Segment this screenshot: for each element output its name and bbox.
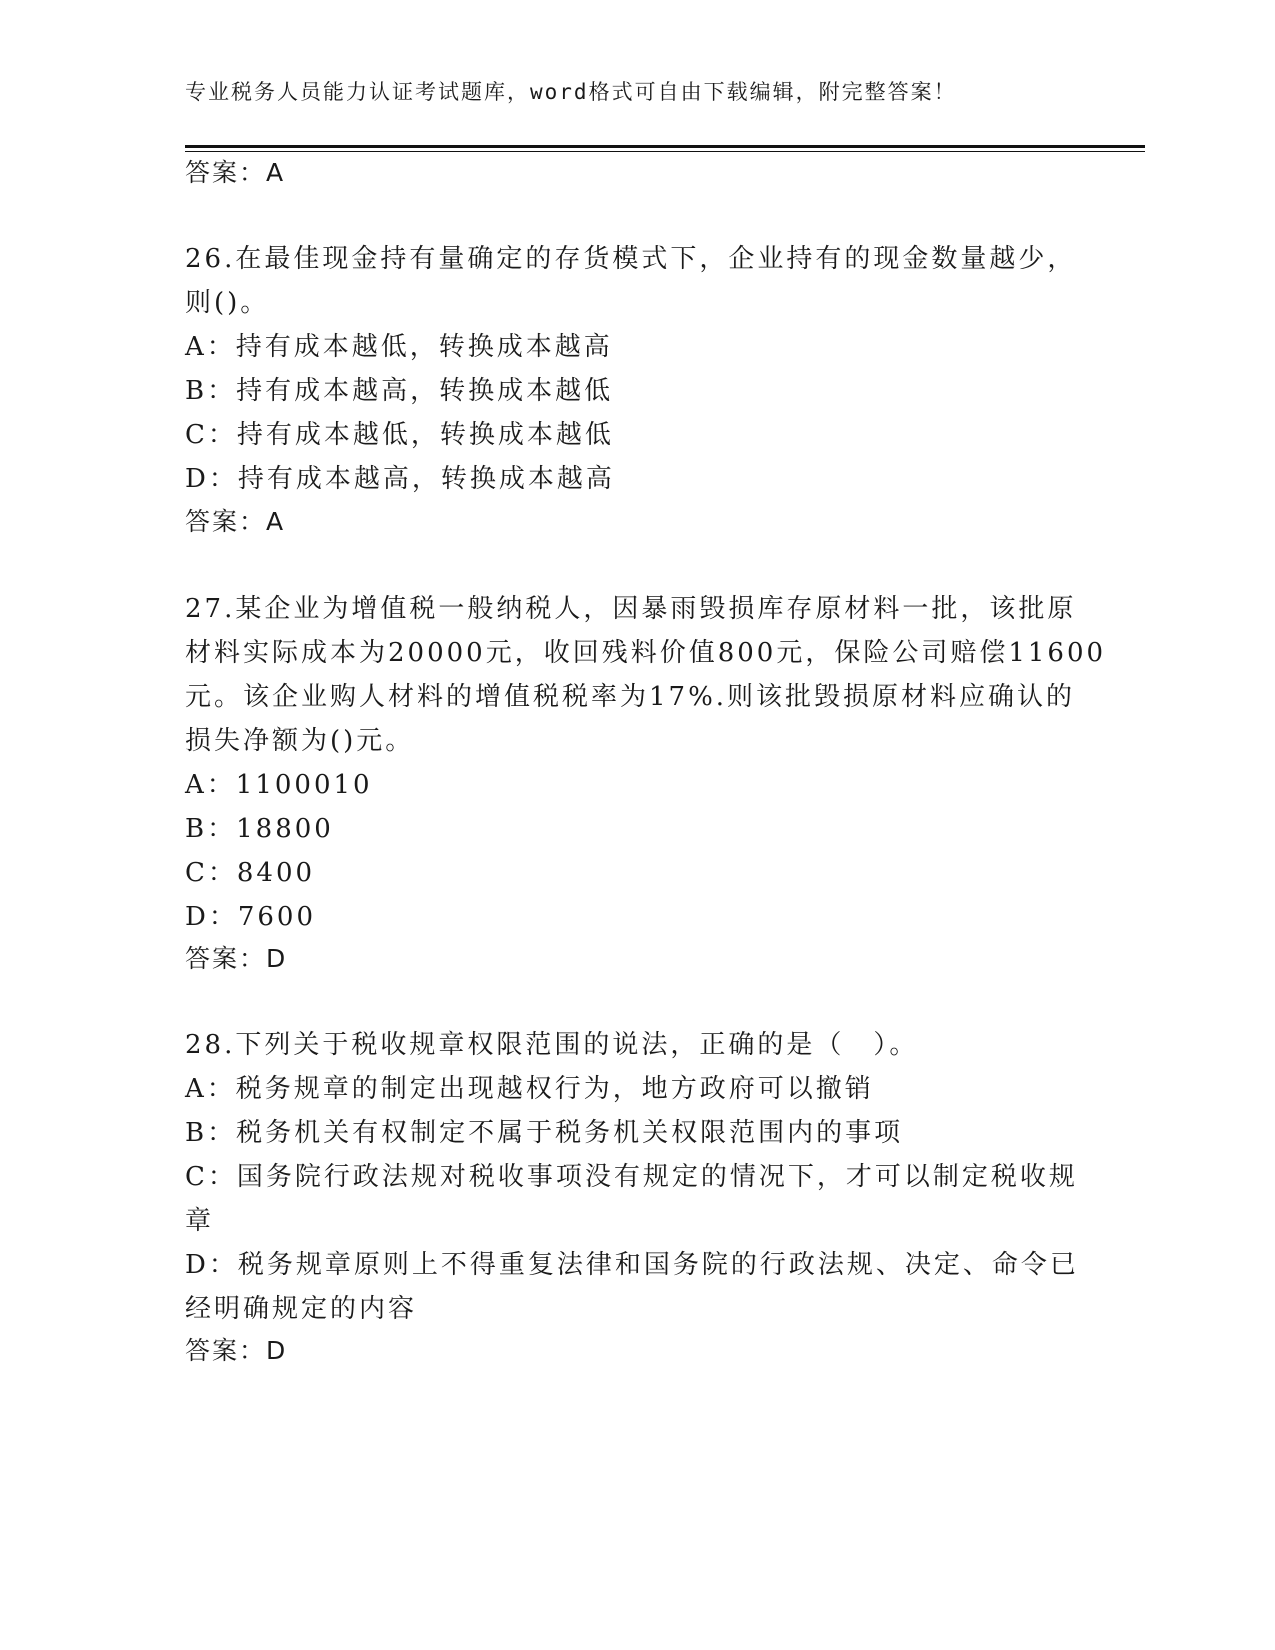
header-divider-thin [185, 151, 1145, 152]
option-a: A：税务规章的制定出现越权行为，地方政府可以撤销 [185, 1074, 874, 1104]
option-c: C：国务院行政法规对税收事项没有规定的情况下，才可以制定税收规 [185, 1162, 1078, 1192]
question-stem: 28.下列关于税收规章权限范围的说法，正确的是（ ）。 [185, 1030, 919, 1060]
option-d-continued: 经明确规定的内容 [185, 1294, 418, 1324]
option-c-continued: 章 [185, 1206, 215, 1236]
question-stem: 损失净额为()元。 [185, 726, 415, 756]
option-d: D：税务规章原则上不得重复法律和国务院的行政法规、决定、命令已 [185, 1250, 1079, 1280]
option-c: C：持有成本越低，转换成本越低 [185, 420, 614, 450]
option-c: C：8400 [185, 858, 316, 888]
option-a: A：持有成本越低，转换成本越高 [185, 332, 613, 362]
answer-line: 答案：A [185, 507, 286, 536]
option-d: D：7600 [185, 902, 317, 932]
option-d: D：持有成本越高，转换成本越高 [185, 464, 615, 494]
question-stem: 27.某企业为增值税一般纳税人，因暴雨毁损库存原材料一批，该批原 [185, 594, 1077, 624]
question-stem: 26.在最佳现金持有量确定的存货模式下，企业持有的现金数量越少， [185, 244, 1077, 274]
question-stem: 材料实际成本为20000元，收回残料价值800元，保险公司赔偿11600 [185, 638, 1107, 668]
question-stem: 则()。 [185, 288, 270, 318]
answer-line: 答案：D [185, 1336, 288, 1365]
option-b: B：税务机关有权制定不属于税务机关权限范围内的事项 [185, 1118, 904, 1148]
question-stem: 元。该企业购人材料的增值税税率为17%.则该批毁损原材料应确认的 [185, 682, 1076, 712]
page-header: 专业税务人员能力认证考试题库，word格式可自由下载编辑，附完整答案！ [185, 80, 957, 104]
header-divider [185, 145, 1145, 148]
answer-line: 答案：A [185, 158, 286, 187]
option-a: A：1100010 [185, 770, 373, 800]
option-b: B：持有成本越高，转换成本越低 [185, 376, 614, 406]
answer-line: 答案：D [185, 944, 288, 973]
option-b: B：18800 [185, 814, 334, 844]
